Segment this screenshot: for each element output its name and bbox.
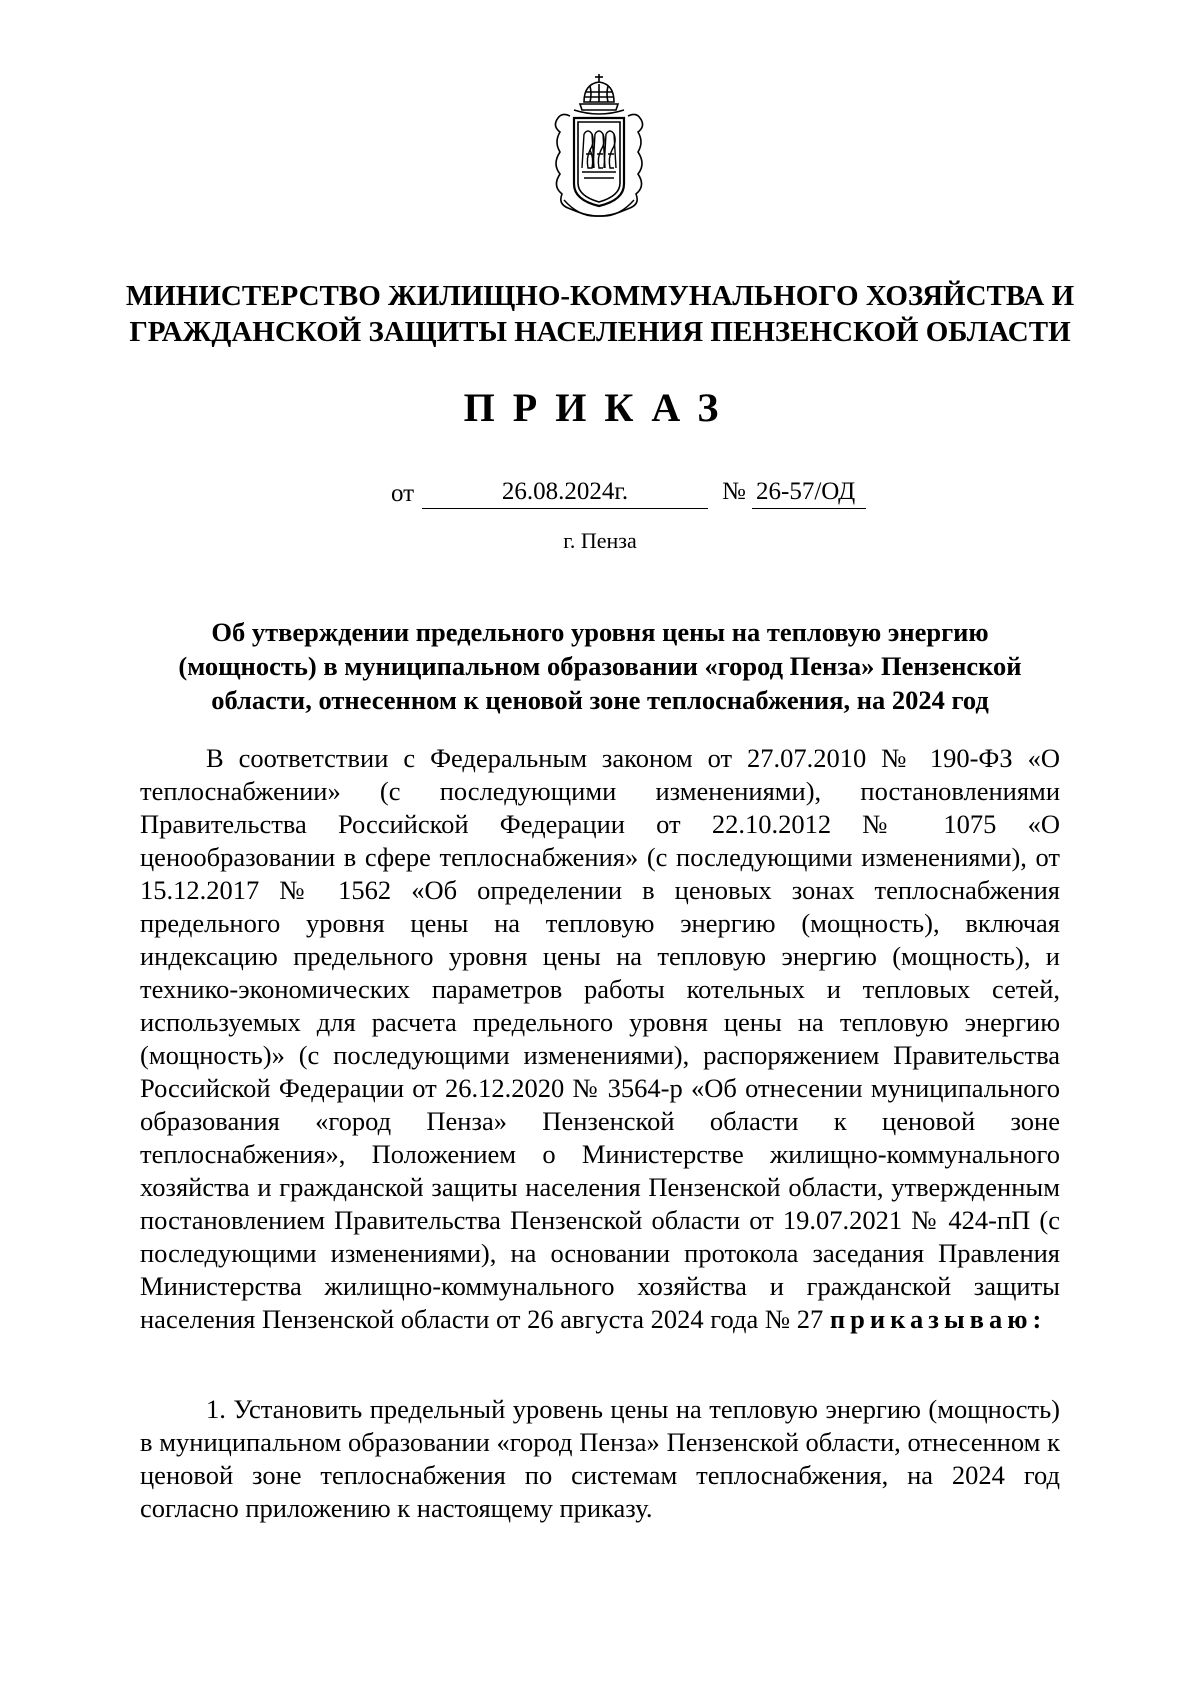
clause-1: 1. Установить предельный уровень цены на тепловую энергию (мощность) в муниципальном образовании «город Пенза» Пензенской области, отнесенном к ценовой зоне теплоснабжения по системам теплоснабжения, на 2024 год согласно приложению к настоящему приказу.	[140, 1394, 1060, 1523]
preamble-section	[140, 742, 1060, 1336]
number-label: №	[722, 478, 746, 505]
subject-line2: (мощность) в муниципальном образовании «город Пенза» Пензенской	[178, 651, 1022, 681]
ministry-name-line2: ГРАЖДАНСКОЙ ЗАЩИТЫ НАСЕЛЕНИЯ ПЕНЗЕНСКОЙ ОБЛАСТИ	[129, 316, 1071, 348]
clause-section	[140, 1393, 1060, 1525]
subject-line1: Об утверждении предельного уровня цены на тепловую энергию	[211, 617, 989, 647]
subject-line3: области, отнесенном к ценовой зоне теплоснабжения, на 2024 год	[211, 685, 989, 715]
ministry-name	[100, 278, 1100, 350]
coat-of-arms-icon	[540, 72, 658, 222]
date-number-row	[0, 478, 1200, 512]
city-name: г. Пенза	[563, 528, 637, 553]
order-number: 26-57/ОД	[752, 478, 866, 509]
document-type: ПРИКАЗ	[463, 385, 737, 430]
order-word: приказываю:	[829, 1304, 1047, 1334]
date-label: от	[391, 480, 415, 507]
preamble-paragraph	[140, 742, 1060, 1336]
preamble-text: В соответствии с Федеральным законом от 27.07.2010 № 190-ФЗ «О теплоснабжении» (с последующими изменениями), постановлениями Правительства Российской Федерации от 22.10.2012 № 1075 «О ценообразовании в сфере теплоснабжения» (с последующими изменениями), от 15.12.2017 № 1562 «Об определении в ценовых зонах теплоснабжения предельного уровня цены на тепловую энергию (мощность), включая индексацию предельного уровня цены на тепловую энергию (мощность), и технико-экономических параметров работы котельных и тепловых сетей, используемых для расчета предельного уровня цены на тепловую энергию (мощность)» (с последующими изменениями), распоряжением Правительства Российской Федерации от 26.12.2020 № 3564-р «Об отнесении муниципального образования «город Пенза» Пензенской области к ценовой зоне теплоснабжения», Положением о Министерстве жилищно-коммунального хозяйства и гражданской защиты населения Пензенской области, утвержденным постановлением Правительства Пензенской области от 19.07.2021 № 424-пП (с последующими изменениями), на основании протокола заседания Правления Министерства жилищно-коммунального хозяйства и гражданской защиты населения Пензенской области от 26 августа 2024 года № 27	[140, 743, 1060, 1334]
order-date: 26.08.2024г.	[422, 478, 708, 509]
ministry-name-line1: МИНИСТЕРСТВО ЖИЛИЩНО-КОММУНАЛЬНОГО ХОЗЯЙСТВА И	[125, 280, 1075, 312]
order-subject	[130, 615, 1070, 717]
